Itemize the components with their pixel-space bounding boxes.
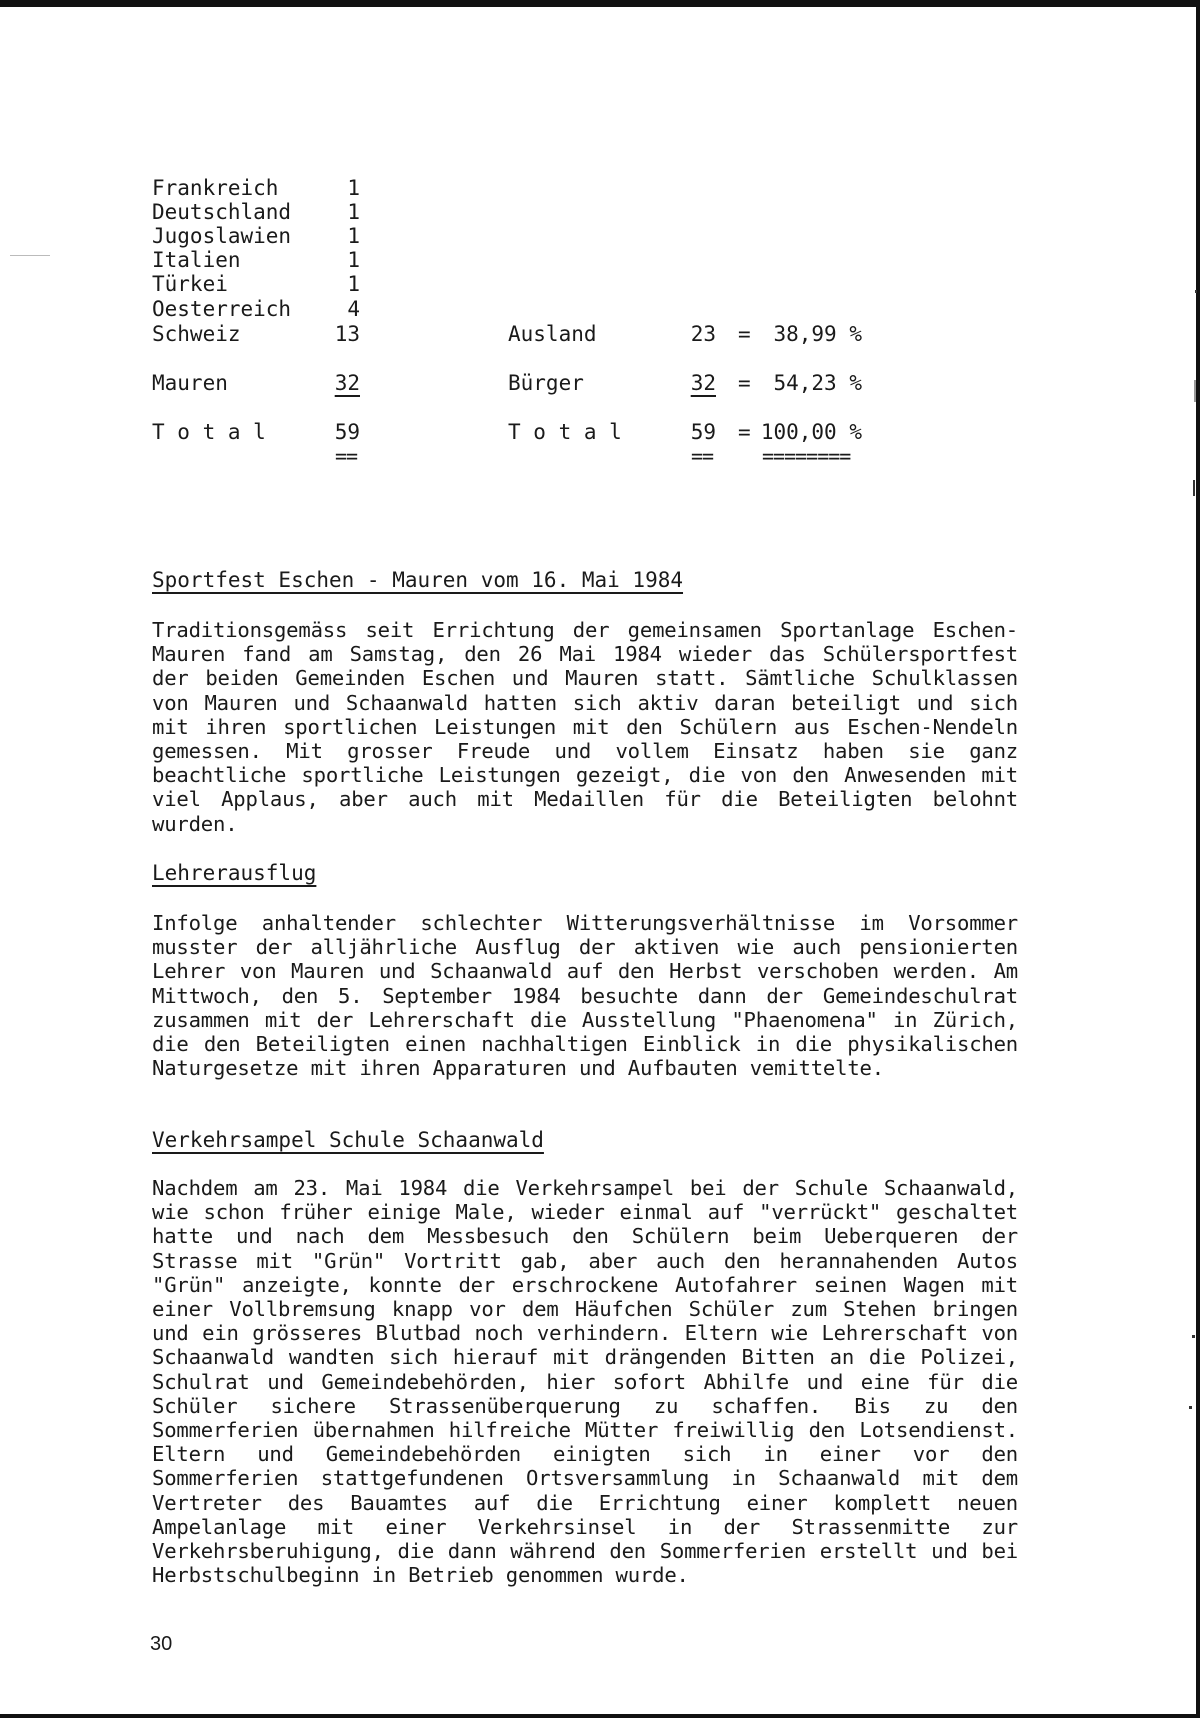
total-right-label: T o t a l: [508, 420, 622, 444]
scan-bottom-edge: [0, 1714, 1200, 1718]
country-count: 1: [347, 224, 360, 248]
country-name: Türkei: [152, 272, 228, 296]
scan-speck: [10, 255, 50, 256]
total-left-double-underline: ==: [335, 444, 358, 468]
section-sportfest: [152, 567, 1018, 836]
ausland-equals: =: [738, 322, 751, 346]
total-right-count: 59: [690, 420, 716, 444]
scan-speck: [1189, 1406, 1192, 1409]
country-name: Schweiz: [152, 322, 241, 346]
ausland-percent: 38,99 %: [773, 322, 862, 346]
country-name: Deutschland: [152, 200, 292, 224]
scan-speck: [1192, 1335, 1195, 1338]
section-verkehrsampel: [152, 1127, 1018, 1587]
country-name: Frankreich: [152, 176, 279, 200]
country-count: 13: [334, 322, 360, 346]
ausland-label: Ausland: [508, 322, 597, 346]
buerger-count: 32: [690, 371, 716, 395]
buerger-equals: =: [738, 371, 751, 395]
section-heading: Sportfest Eschen - Mauren vom 16. Mai 1984: [152, 568, 684, 592]
country-name: Jugoslawien: [152, 224, 292, 248]
total-right-double-underline: ==: [691, 444, 714, 468]
country-name: Italien: [152, 248, 241, 272]
section-paragraph: Traditionsgemäss seit Errichtung der gemeinsamen Sportanlage Eschen-Mauren fand am Samstag, den 26 Mai 1984 wieder das Schülersportfest der beiden Gemeinden Eschen und Mauren statt. Sämtliche Schulklassen von Mauren und Schaanwald hatten sich aktiv daran beteiligt und sich mit ihren sportlichen Leistungen mit den Schülern aus Eschen-Nendeln gemessen. Mit grosser Freude und vollem Einsatz haben sie ganz beachtliche sportliche Leistungen gezeigt, die von den Anwesenden mit viel Applaus, aber auch mit Medaillen für die Beteiligten belohnt wurden.: [152, 618, 1018, 836]
scan-speck: [1195, 290, 1197, 293]
section-paragraph: Nachdem am 23. Mai 1984 die Verkehrsampel bei der Schule Schaanwald, wie schon früher einige Male, wieder einmal auf "verrückt" geschaltet hatte und nach dem Messbesuch den Schülern beim Ueberqueren der Strasse mit "Grün" Vortritt gab, aber auch den herannahenden Autos "Grün" anzeigte, konnte der erschrockene Autofahrer seinen Wagen mit einer Vollbremsung knapp vor dem Häufchen Schüler zum Stehen bringen und ein grösseres Blutbad noch verhindern. Eltern wie Lehrerschaft von Schaanwald wandten sich hierauf mit drängenden Bitten an die Polizei, Schulrat und Gemeindebehörden, hier sofort Abhilfe und eine für die Schüler sichere Strassenüberquerung zu schaffen. Bis zu den Sommerferien übernahmen hilfreiche Mütter freiwillig den Lotsendienst. Eltern und Gemeindebehörden einigten sich in einer vor den Sommerferien stattgefundenen Ortsversammlung in Schaanwald mit dem Vertreter des Bauamtes auf die Errichtung einer komplett neuen Ampelanlage mit einer Verkehrsinsel in der Strassenmitte zur Verkehrsberuhigung, die dann während den Sommerferien erstellt und bei Herbstschulbeginn in Betrieb genommen wurde.: [152, 1176, 1018, 1588]
country-count: 1: [347, 176, 360, 200]
page-number: 30: [150, 1633, 173, 1655]
scan-speck: [1193, 480, 1195, 496]
scan-speck: [1194, 380, 1196, 402]
country-count: 4: [347, 297, 360, 321]
ausland-count: 23: [690, 322, 716, 346]
mauren-count: 32: [334, 371, 360, 395]
country-count: 1: [347, 272, 360, 296]
mauren-label: Mauren: [152, 371, 228, 395]
total-left-count: 59: [334, 420, 360, 444]
total-left-label: T o t a l: [152, 420, 266, 444]
country-count: 1: [347, 248, 360, 272]
total-right-percent: 100,00 %: [760, 420, 862, 444]
buerger-percent: 54,23 %: [773, 371, 862, 395]
section-paragraph: Infolge anhaltender schlechter Witterungsverhältnisse im Vorsommer musster der alljährliche Ausflug der aktiven wie auch pensionierten Lehrer von Mauren und Schaanwald auf den Herbst verschoben werden. Am Mittwoch, den 5. September 1984 besuchte dann der Gemeindeschulrat zusammen mit der Lehrerschaft die Ausstellung "Phaenomena" in Zürich, die den Beteiligten einen nachhaltigen Einblick in die physikalischen Naturgesetze mit ihren Apparaturen und Aufbauten vemittelte.: [152, 911, 1018, 1081]
country-count: 1: [347, 200, 360, 224]
percent-double-underline: ========: [762, 444, 851, 468]
section-lehrerausflug: [152, 860, 1018, 1090]
section-heading: Lehrerausflug: [152, 861, 317, 885]
buerger-label: Bürger: [508, 371, 584, 395]
country-name: Oesterreich: [152, 297, 292, 321]
section-heading: Verkehrsampel Schule Schaanwald: [152, 1128, 544, 1152]
scan-top-edge: [0, 0, 1200, 7]
scan-right-edge: [1196, 0, 1200, 1718]
total-right-equals: =: [738, 420, 751, 444]
